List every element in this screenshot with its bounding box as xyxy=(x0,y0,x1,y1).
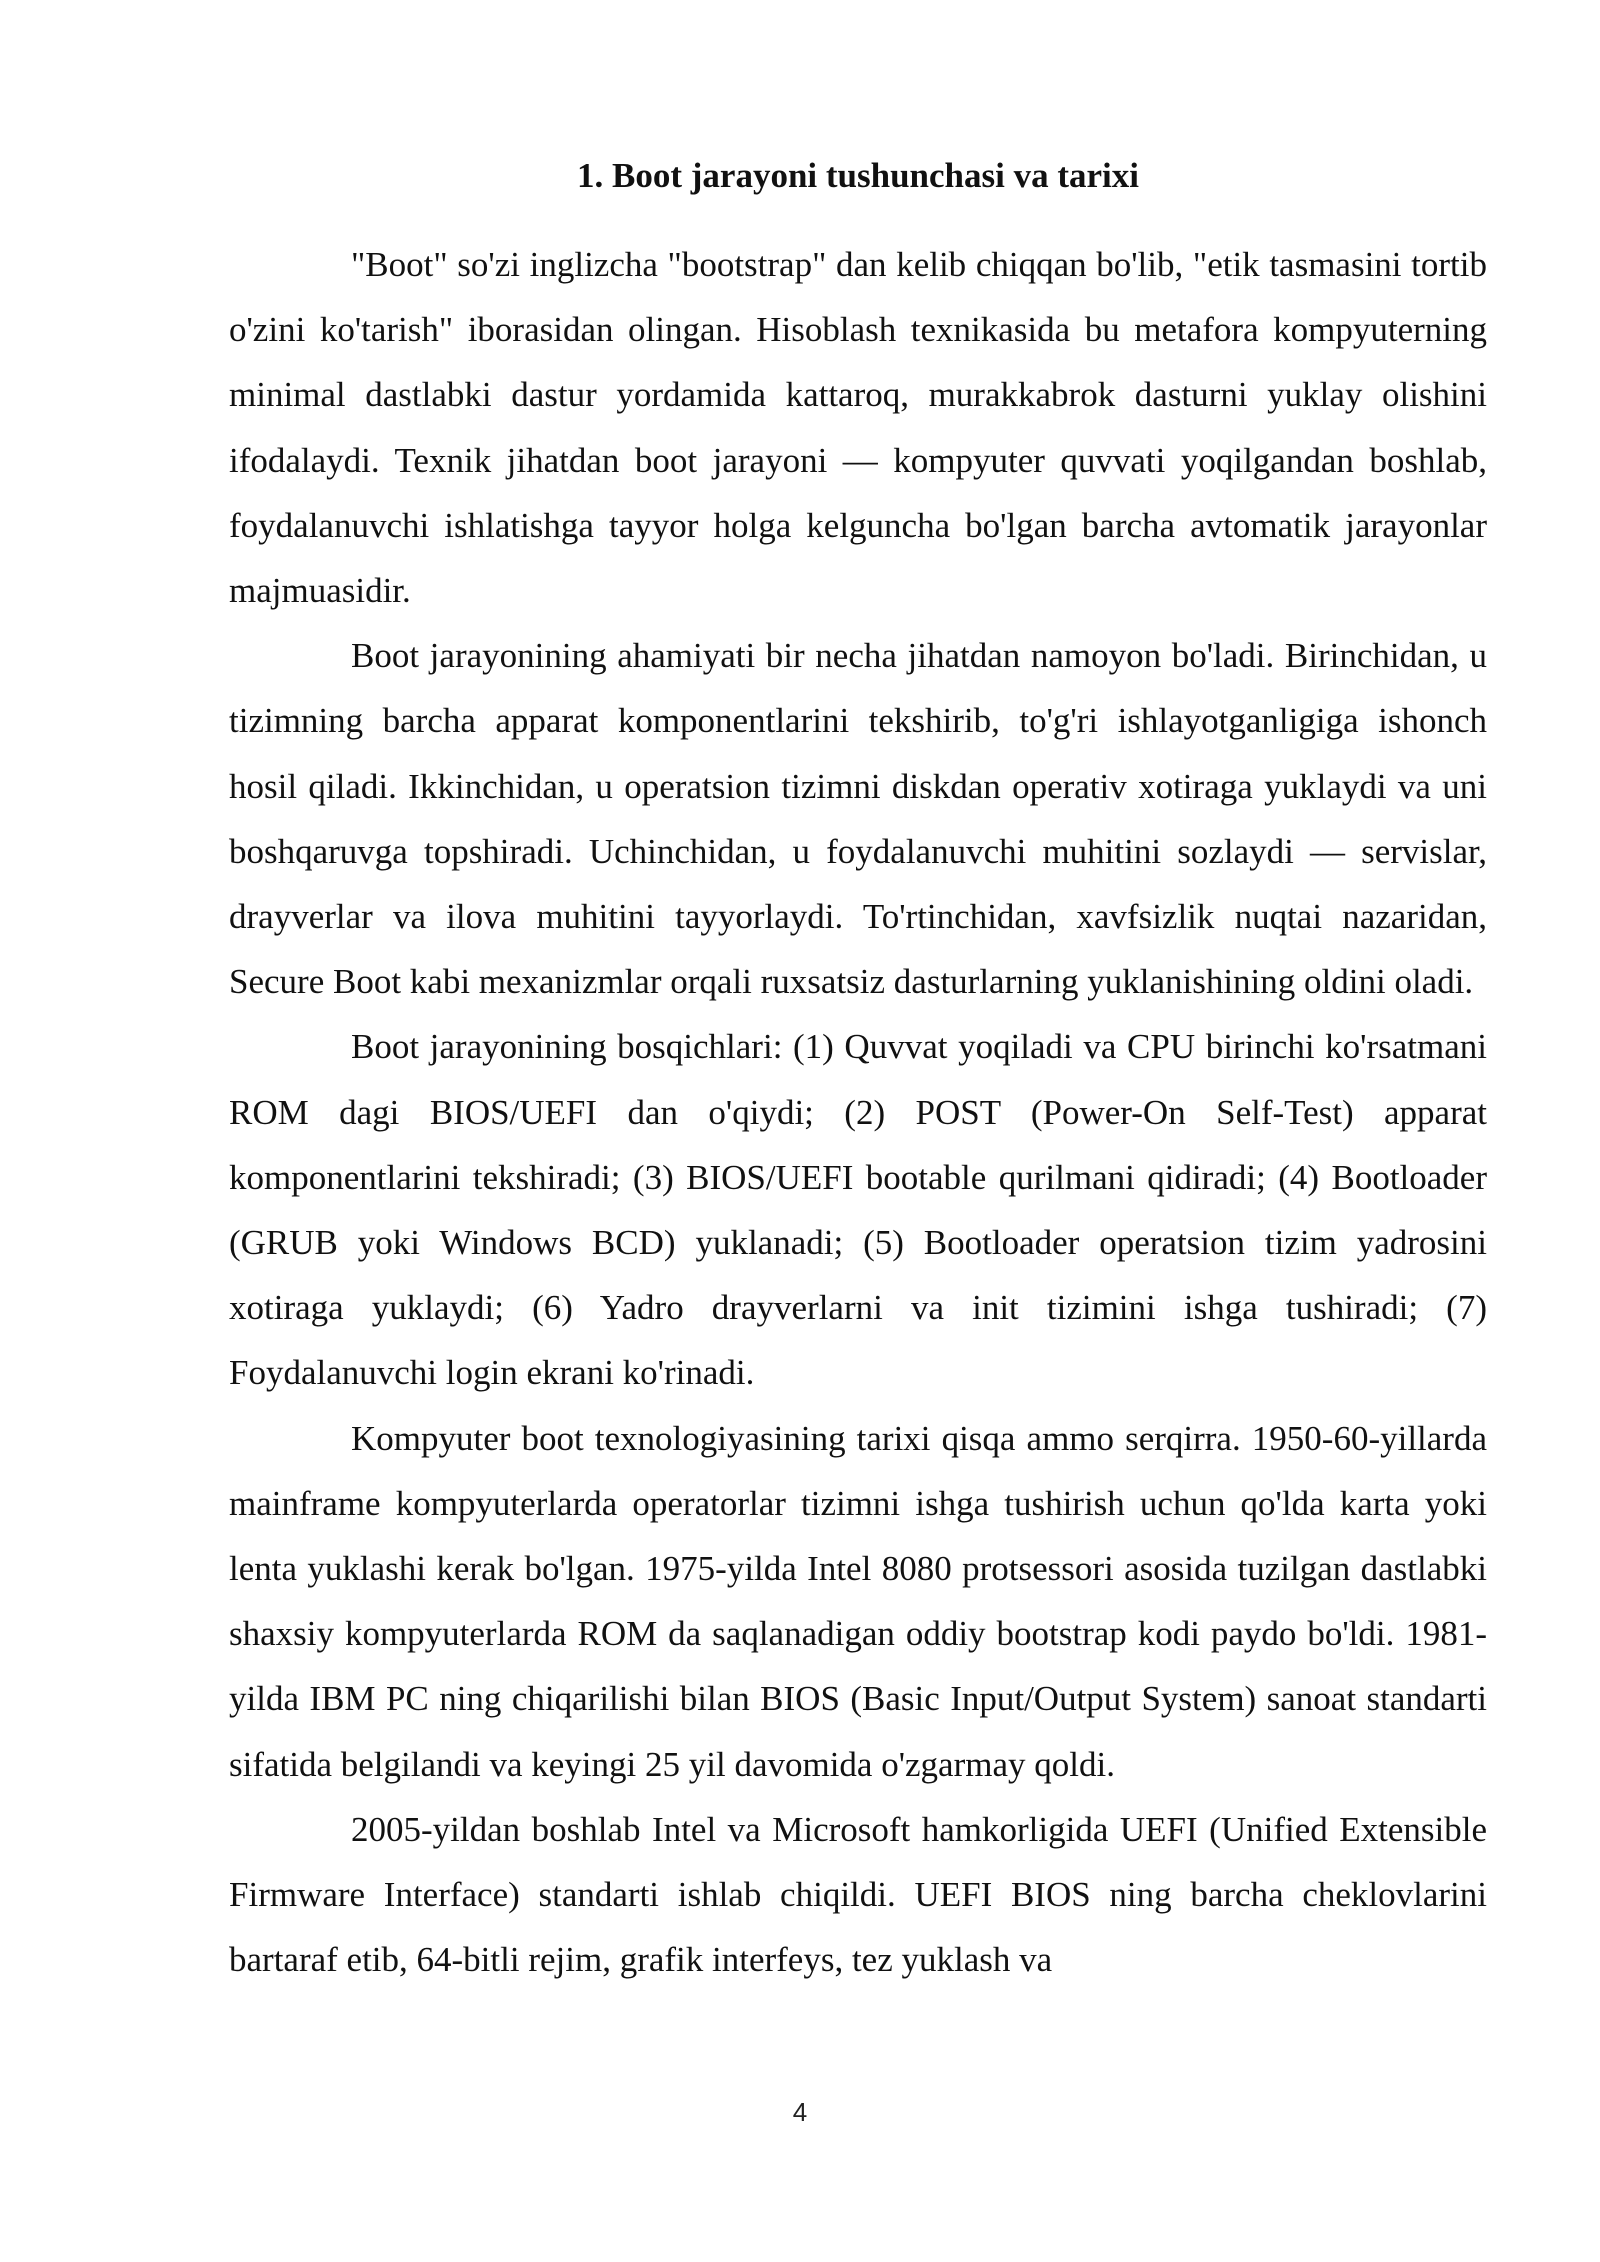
paragraph-boot-definition: "Boot" so'zi inglizcha "bootstrap" dan kelib chiqqan bo'lib, "etik tasmasini tortib o'zini ko'tarish" iborasidan olingan. Hisoblash texnikasida bu metafora kompyuterning minimal dastlabki dastur yordamida kattaroq, murakkabrok dasturni yuklay olishini ifodalaydi. Texnik jihatdan boot jarayoni — kompyuter quvvati yoqilgandan boshlab, foydalanuvchi ishlatishga tayyor holga kelguncha bo'lgan barcha avtomatik jarayonlar majmuasidir. xyxy=(229,245,1487,611)
paragraph-boot-stages: Boot jarayonining bosqichlari: (1) Quvvat yoqiladi va CPU birinchi ko'rsatmani ROM dagi BIOS/UEFI dan o'qiydi; (2) POST (Power-On Self-Test) apparat komponentlarini tekshiradi; (3) BIOS/UEFI bootable qurilmani qidiradi; (4) Bootloader (GRUB yoki Windows BCD) yuklanadi; (5) Bootloader operatsion tizim yadrosini xotiraga yuklaydi; (6) Yadro drayverlarni va init tizimini ishga tushiradi; (7) Foydalanuvchi login ekrani ko'rinadi. xyxy=(229,1027,1487,1393)
section-heading: 1. Boot jarayoni tushunchasi va tarixi xyxy=(577,156,1139,195)
page-body xyxy=(229,150,1487,1992)
page-number: 4 xyxy=(792,2097,808,2127)
paragraph-uefi: 2005-yildan boshlab Intel va Microsoft hamkorligida UEFI (Unified Extensible Firmware Interface) standarti ishlab chiqildi. UEFI BIOS ning barcha cheklovlarini bartaraf etib, 64-bitli rejim, grafik interfeys, tez yuklash va xyxy=(229,1809,1487,1980)
paragraph-boot-history: Kompyuter boot texnologiyasining tarixi qisqa ammo serqirra. 1950-60-yillarda mainframe kompyuterlarda operatorlar tizimni ishga tushirish uchun qo'lda karta yoki lenta yuklashi kerak bo'lgan. 1975-yilda Intel 8080 protsessori asosida tuzilgan dastlabki shaxsiy kompyuterlarda ROM da saqlanadigan oddiy bootstrap kodi paydo bo'ldi. 1981-yilda IBM PC ning chiqarilishi bilan BIOS (Basic Input/Output System) sanoat standarti sifatida belgilandi va keyingi 25 yil davomida o'zgarmay qoldi. xyxy=(229,1418,1487,1784)
paragraph-boot-importance: Boot jarayonining ahamiyati bir necha jihatdan namoyon bo'ladi. Birinchidan, u tizimning barcha apparat komponentlarini tekshirib, to'g'ri ishlayotganligiga ishonch hosil qiladi. Ikkinchidan, u operatsion tizimni diskdan operativ xotiraga yuklaydi va uni boshqaruvga topshiradi. Uchinchidan, u foydalanuvchi muhitini sozlaydi — servislar, drayverlar va ilova muhitini tayyorlaydi. To'rtinchidan, xavfsizlik nuqtai nazaridan, Secure Boot kabi mexanizmlar orqali ruxsatsiz dasturlarning yuklanishining oldini oladi. xyxy=(229,636,1487,1002)
